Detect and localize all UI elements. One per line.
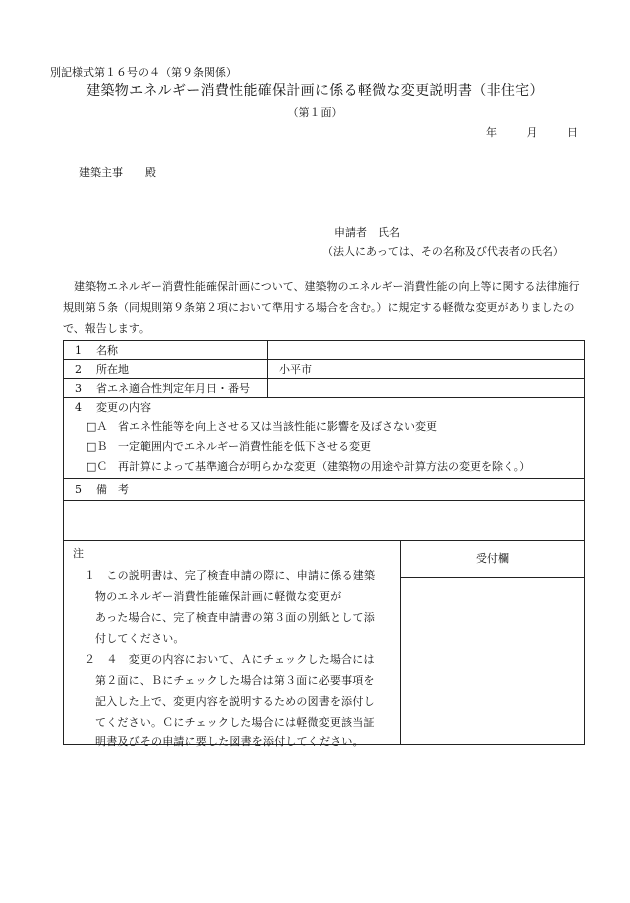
note-line: 物のエネルギー消費性能確保計画に軽微な変更が [95, 590, 342, 603]
row-label: 名称 [96, 344, 118, 357]
notes-section [64, 541, 584, 748]
column-divider [267, 379, 268, 397]
body-paragraph: 建築物エネルギー消費性能確保計画について、建築物のエネルギー消費性能の向上等に関する法律施行規則第５条（同規則第９条第２項において準用する場合を含む。）に規定する軽微な変更がありましたので、報告します。 [63, 280, 580, 335]
checkbox-c[interactable]: □Ｃ [86, 460, 108, 473]
document-title: 建築物エネルギー消費性能確保計画に係る軽微な変更説明書（非住宅） [86, 83, 544, 99]
column-divider [267, 341, 268, 359]
checkbox-b[interactable]: □Ｂ [86, 440, 108, 453]
page-number: （第１面） [287, 106, 343, 119]
form-number: 別記様式第１６号の４（第９条関係） [50, 66, 237, 79]
applicant-note: （法人にあっては、その名称及び代表者の氏名） [322, 245, 564, 258]
note-line: てください。Ｃにチェックした場合には軽微変更該当証 [95, 716, 375, 729]
option-text: 再計算によって基準適合が明らかな変更（建築物の用途や計算方法の変更を除く。） [118, 460, 531, 473]
note-line: 付してください。 [95, 632, 185, 645]
addressee: 建築主事 殿 [79, 166, 156, 179]
body-text [63, 276, 583, 339]
change-option-a[interactable] [64, 417, 584, 437]
option-text: 一定範囲内でエネルギー消費性能を低下させる変更 [118, 440, 371, 453]
row-number: 3 [75, 382, 82, 395]
column-divider [267, 360, 268, 378]
note-line: １ この説明書は、完了検査申請の際に、申請に係る建築 [84, 569, 376, 582]
note-line: 記入した上で、変更内容を説明するための図書を添付し [95, 695, 375, 708]
date-line [486, 124, 578, 140]
reception-label: 受付欄 [401, 541, 584, 578]
notes-box [64, 541, 400, 748]
date-day: 日 [567, 126, 578, 139]
remarks-field[interactable] [64, 501, 584, 541]
row-location [64, 360, 584, 379]
row-label: 省エネ適合性判定年月日・番号 [96, 382, 250, 395]
row-remarks-header [64, 479, 584, 501]
applicant-name-label: 申請者 氏名 [334, 226, 400, 239]
row-changes [64, 398, 584, 479]
location-value[interactable]: 小平市 [279, 363, 312, 376]
row-judgment-date [64, 379, 584, 398]
date-year: 年 [486, 126, 497, 139]
note-line: 明書及びその申請に要した図書を添付してください。 [95, 735, 364, 748]
reception-box [400, 541, 584, 744]
row-label: 備 考 [96, 483, 129, 496]
note-line: ２ ４ 変更の内容において、Ａにチェックした場合には [84, 653, 375, 666]
row-label: 所在地 [96, 363, 129, 376]
note-line: 第２面に、Ｂにチェックした場合は第３面に必要事項を [95, 674, 375, 687]
row-number: 5 [75, 483, 82, 496]
row-number: 1 [75, 344, 82, 357]
note-line: あった場合に、完了検査申請書の第３面の別紙として添 [95, 611, 375, 624]
option-text: 省エネ性能等を向上させる又は当該性能に影響を及ぼさない変更 [118, 420, 437, 433]
date-month: 月 [526, 126, 538, 139]
change-option-c[interactable] [64, 457, 584, 477]
checkbox-a[interactable]: □Ａ [86, 420, 108, 433]
form-table [63, 340, 585, 748]
row-label: 変更の内容 [96, 401, 151, 414]
row-name [64, 341, 584, 360]
row-number: 2 [75, 363, 82, 376]
row-number: 4 [75, 401, 82, 414]
change-option-b[interactable] [64, 437, 584, 457]
notes-title: 注 [73, 547, 84, 560]
changes-header [64, 398, 584, 417]
